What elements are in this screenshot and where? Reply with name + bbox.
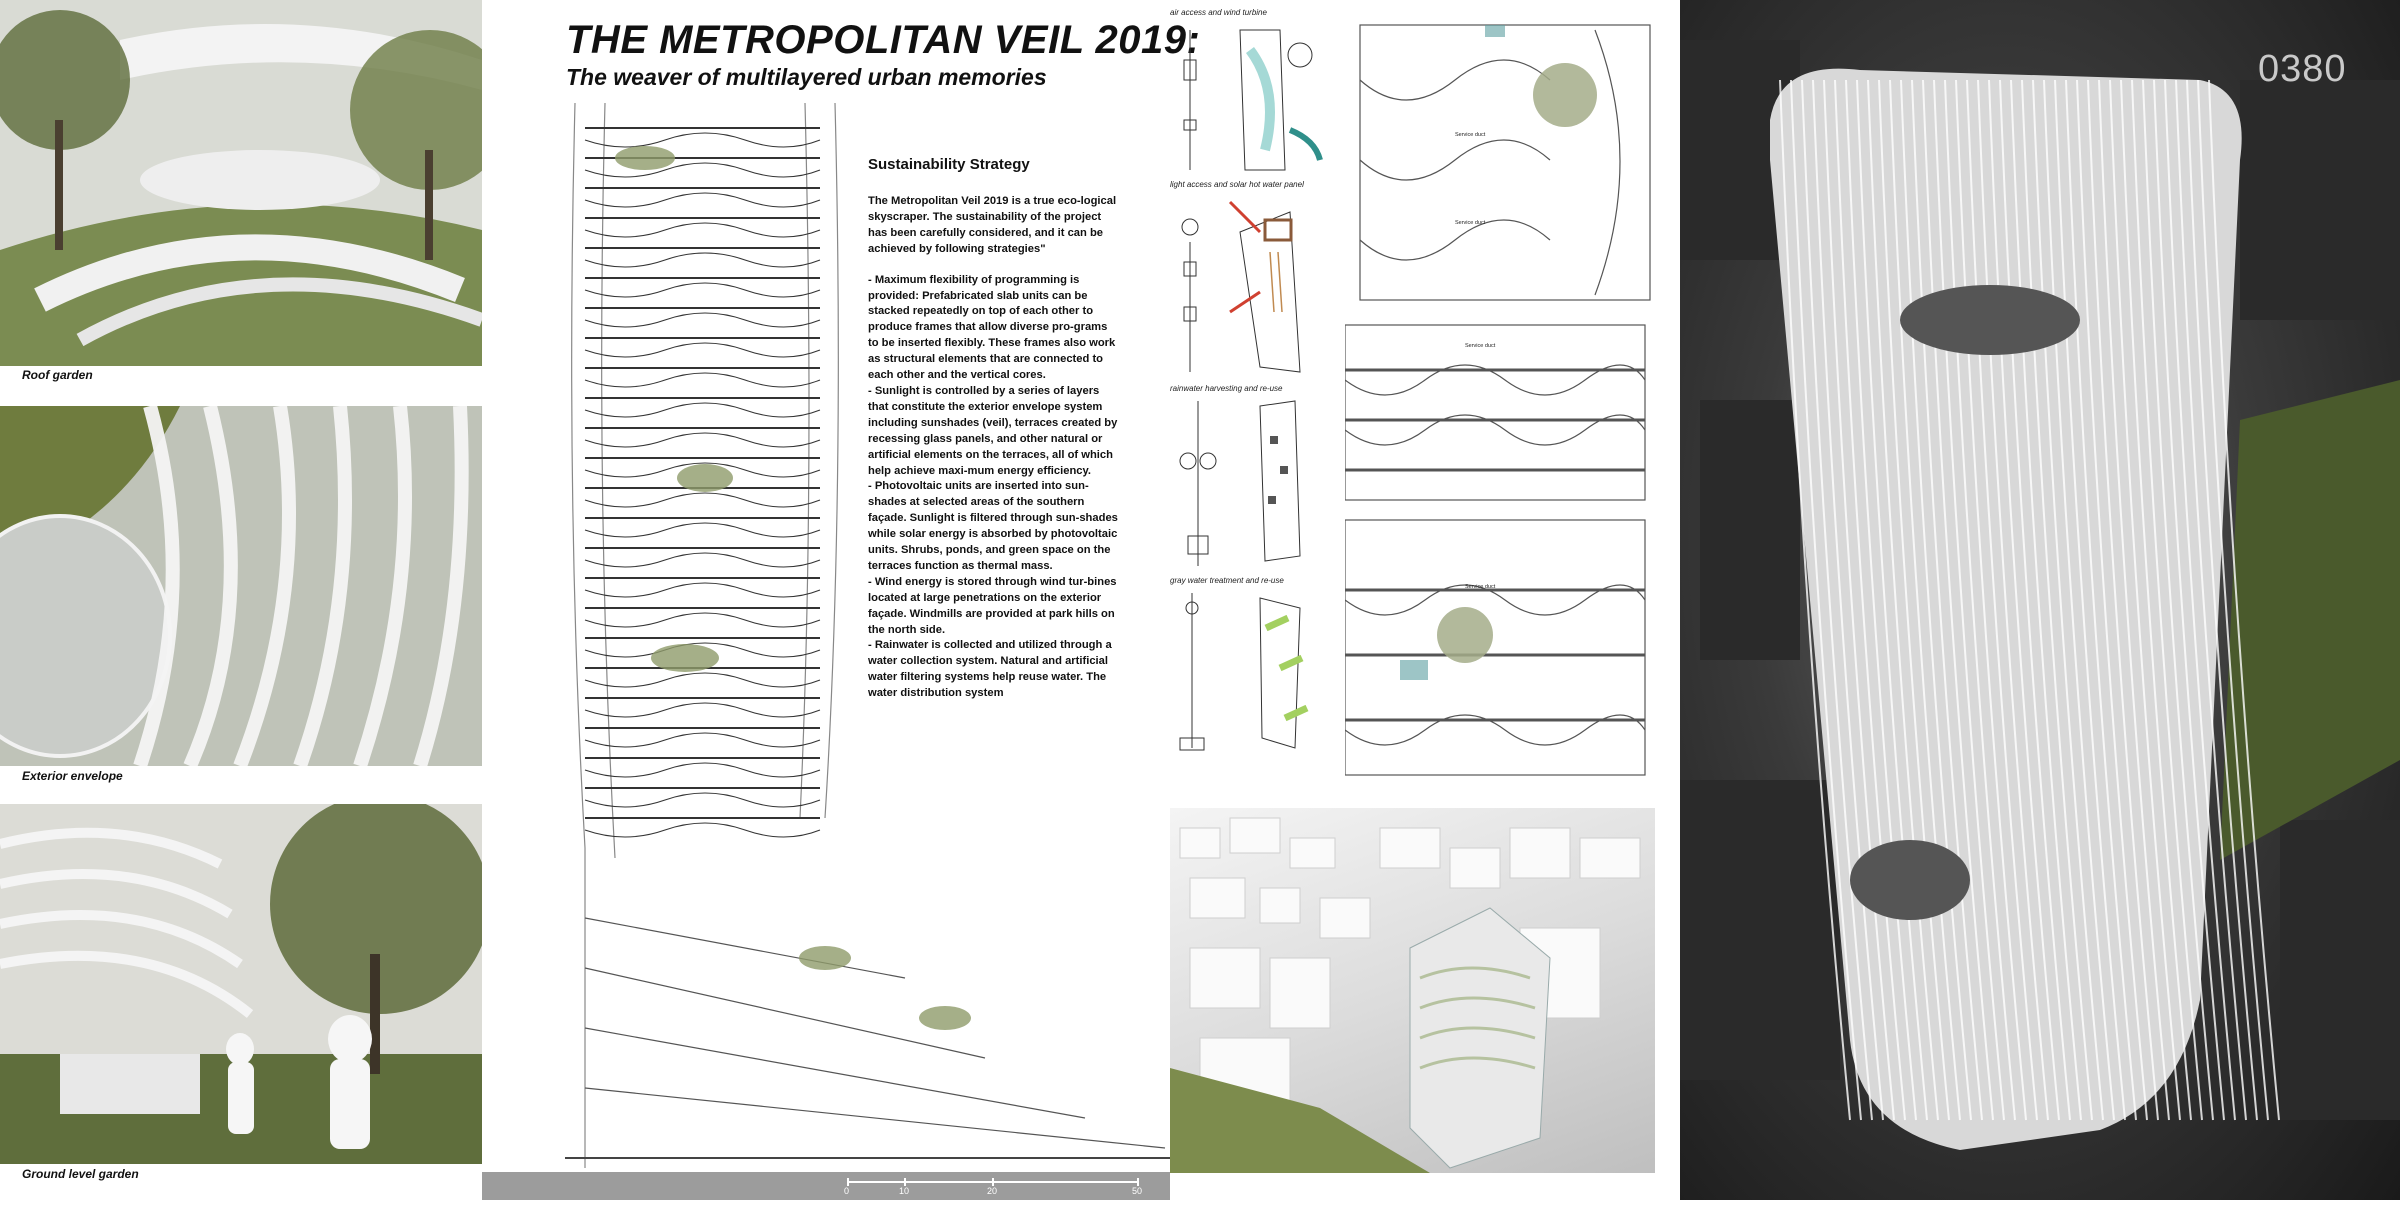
ground-level-garden-caption: Ground level garden (22, 1167, 139, 1181)
service-duct-label: Service duct (1455, 220, 1486, 226)
strategy-item: - Photovoltaic units are inserted into sun-shades at selected areas of the southern façade. Sunlight is filtered through sun-shades while solar energy is absorbed by photovoltaic units. Shrubs, ponds, and green space on the terraces function as thermal mass. (868, 480, 1118, 572)
sustainability-heading: Sustainability Strategy (868, 156, 1030, 173)
service-duct-label: Service duct (1465, 343, 1496, 349)
roof-garden-caption: Roof garden (22, 368, 93, 382)
diagram-label-rainwater: rainwater harvesting and re-use (1170, 384, 1283, 393)
sustainability-intro: The Metropolitan Veil 2019 is a true eco-logical skyscraper. The sustainability of the project has been carefully considered, and it can be achieved by following strategies" (868, 195, 1117, 255)
page-title: THE METROPOLITAN VEIL 2019: (566, 18, 1201, 62)
rainwater-diagram (1170, 396, 1345, 571)
diagram-label-light: light access and solar hot water panel (1170, 180, 1304, 189)
exterior-envelope-caption: Exterior envelope (22, 769, 123, 783)
graywater-diagram (1170, 588, 1345, 758)
strategy-item: - Wind energy is stored through wind tur-bines located at large penetrations on the exterior façade. Windmills are provided at park hills on the north side. (868, 575, 1117, 636)
diagram-label-graywater: gray water treatment and re-use (1170, 576, 1284, 585)
diagram-label-wind: air access and wind turbine (1170, 8, 1267, 17)
scale-tick-20: 20 (987, 1186, 998, 1196)
scale-tick-0: 0 (844, 1186, 850, 1196)
scale-tick-50: 50 (1132, 1186, 1143, 1196)
sustainability-body (868, 194, 1118, 702)
service-duct-label: Service duct (1465, 584, 1496, 590)
roof-garden-render (0, 0, 482, 366)
tower-perspective-render (1680, 0, 2400, 1200)
exterior-envelope-render (0, 406, 482, 766)
aerial-context-render (1170, 808, 1655, 1173)
facade-detail-sections (1345, 20, 1655, 780)
wind-diagram (1170, 20, 1345, 175)
strategy-item: - Rainwater is collected and utilized through a water collection system. Natural and artificial water filtering systems help reuse water. The water distribution system (868, 639, 1112, 700)
strategy-item: - Sunlight is controlled by a series of layers that constitute the exterior envelope system including sunshades (veil), terraces created by recessing glass panels, and other natural or artificial elements on the terraces, all of which help achieve maxi-mum energy efficiency. (868, 384, 1118, 477)
scale-bar (838, 1176, 1148, 1200)
entry-number: 0380 (2258, 48, 2347, 90)
light-diagram (1170, 192, 1345, 382)
service-duct-label: Service duct (1455, 132, 1486, 138)
strategy-item: - Maximum flexibility of programming is provided: Prefabricated slab units can be stacked repeatedly on top of each other to produce frames that allow diverse pro-grams to be inserted flexibly. These frames also work as structural elements that are connected to each other and the vertical cores. (868, 273, 1116, 382)
ground-level-garden-render (0, 804, 482, 1164)
scale-tick-10: 10 (899, 1186, 910, 1196)
page-subtitle: The weaver of multilayered urban memories (566, 64, 1047, 90)
